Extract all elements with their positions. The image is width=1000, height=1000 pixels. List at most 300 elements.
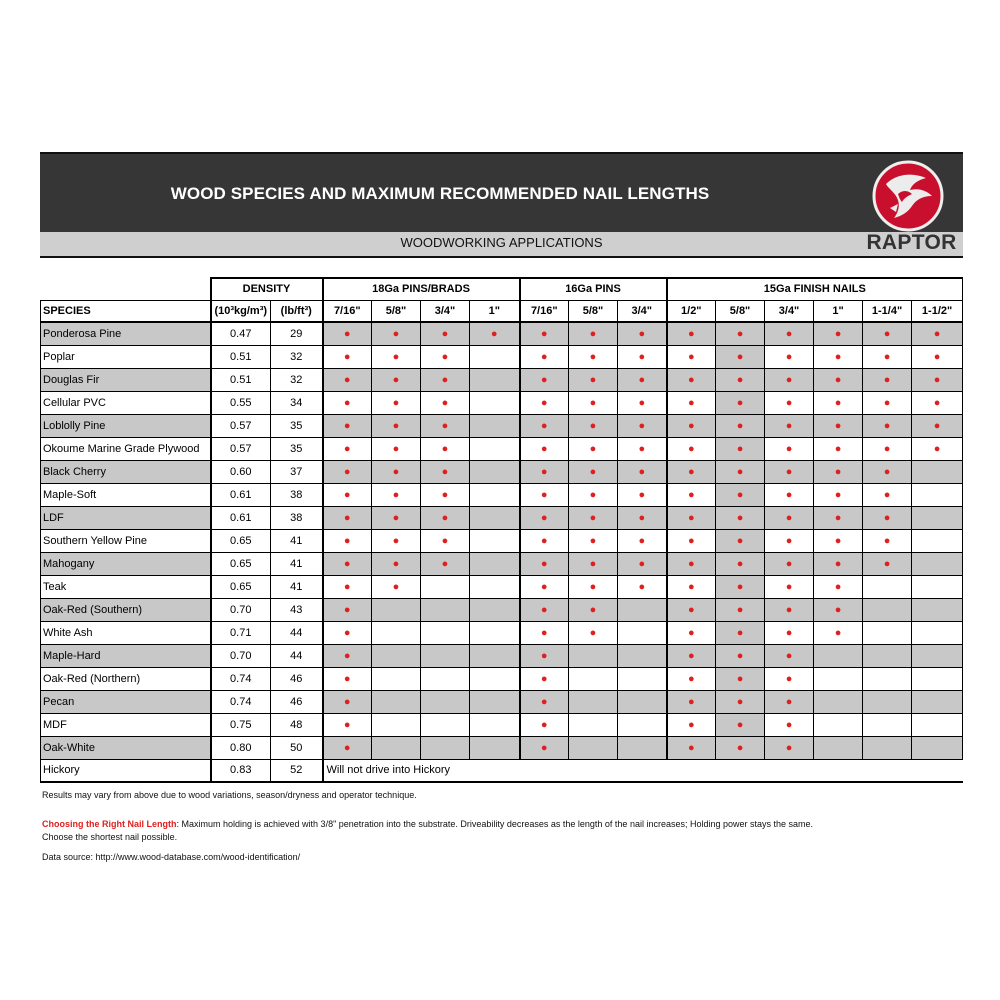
species-name: Ponderosa Pine (41, 322, 211, 345)
empty-cell (470, 460, 520, 483)
compatible-dot: ● (667, 345, 716, 368)
compatible-dot: ● (421, 437, 470, 460)
compatible-dot: ● (323, 736, 372, 759)
data-source-note: Data source: http://www.wood-database.com/wood-identification/ (42, 852, 301, 862)
compatible-dot: ● (667, 690, 716, 713)
empty-cell (863, 667, 912, 690)
empty-cell (863, 598, 912, 621)
density-kgm3: 0.65 (211, 552, 271, 575)
empty-cell (912, 460, 963, 483)
empty-cell (912, 736, 963, 759)
group-header-18ga: 18Ga PINS/BRADS (323, 278, 520, 300)
compatible-dot: ● (520, 690, 569, 713)
empty-cell (863, 644, 912, 667)
empty-cell (863, 621, 912, 644)
compatible-dot: ● (912, 368, 963, 391)
empty-cell (912, 552, 963, 575)
compatible-dot: ● (372, 483, 421, 506)
compatible-dot: ● (716, 391, 765, 414)
compatible-dot: ● (520, 460, 569, 483)
table-row (41, 667, 963, 690)
compatible-dot: ● (863, 460, 912, 483)
compatible-dot: ● (618, 506, 667, 529)
table-row (41, 690, 963, 713)
compatible-dot: ● (863, 322, 912, 345)
compatible-dot: ● (520, 368, 569, 391)
compatible-dot: ● (863, 529, 912, 552)
compatible-dot: ● (765, 644, 814, 667)
density-lbft3: 34 (271, 391, 323, 414)
compatible-dot: ● (323, 322, 372, 345)
header-banner (40, 152, 963, 258)
compatible-dot: ● (372, 322, 421, 345)
compatible-dot: ● (814, 598, 863, 621)
compatible-dot: ● (765, 621, 814, 644)
compatible-dot: ● (372, 391, 421, 414)
empty-cell (912, 529, 963, 552)
density-kgm3: 0.61 (211, 483, 271, 506)
compatible-dot: ● (520, 621, 569, 644)
size-header: 3/4" (421, 300, 470, 322)
empty-cell (470, 506, 520, 529)
size-header: 1" (470, 300, 520, 322)
density-lbft3: 41 (271, 575, 323, 598)
table-row-hickory (41, 759, 963, 782)
empty-cell (470, 437, 520, 460)
compatible-dot: ● (814, 414, 863, 437)
empty-cell (863, 713, 912, 736)
table-row (41, 391, 963, 414)
empty-cell (421, 713, 470, 736)
density-kgm3: 0.74 (211, 667, 271, 690)
compatible-dot: ● (618, 552, 667, 575)
empty-cell (618, 713, 667, 736)
density-kgm3: 0.60 (211, 460, 271, 483)
logo-wordmark: RAPTOR (866, 231, 957, 254)
empty-cell (470, 736, 520, 759)
compatible-dot: ● (372, 460, 421, 483)
size-header: 1" (814, 300, 863, 322)
compatible-dot: ● (716, 437, 765, 460)
table-row (41, 345, 963, 368)
compatible-dot: ● (569, 506, 618, 529)
compatible-dot: ● (765, 460, 814, 483)
compatible-dot: ● (667, 621, 716, 644)
compatible-dot: ● (667, 437, 716, 460)
compatible-dot: ● (814, 529, 863, 552)
compatible-dot: ● (667, 368, 716, 391)
compatible-dot: ● (765, 483, 814, 506)
compatible-dot: ● (863, 506, 912, 529)
compatible-dot: ● (863, 483, 912, 506)
compatible-dot: ● (863, 368, 912, 391)
compatible-dot: ● (618, 460, 667, 483)
compatible-dot: ● (667, 644, 716, 667)
empty-cell (863, 575, 912, 598)
compatible-dot: ● (520, 736, 569, 759)
compatible-dot: ● (863, 414, 912, 437)
empty-cell (569, 667, 618, 690)
compatible-dot: ● (421, 483, 470, 506)
density-lbft3: 50 (271, 736, 323, 759)
compatible-dot: ● (569, 575, 618, 598)
empty-cell (618, 667, 667, 690)
table-row (41, 713, 963, 736)
empty-cell (470, 368, 520, 391)
table-row (41, 437, 963, 460)
compatible-dot: ● (716, 713, 765, 736)
density-kgm3: 0.51 (211, 368, 271, 391)
table-row (41, 736, 963, 759)
compatible-dot: ● (667, 322, 716, 345)
empty-cell (421, 598, 470, 621)
nail-length-tip-continued: Choose the shortest nail possible. (42, 832, 178, 842)
compatible-dot: ● (814, 621, 863, 644)
density-kgm3-header: (10³kg/m³) (211, 300, 271, 322)
compatible-dot: ● (569, 529, 618, 552)
empty-cell (569, 713, 618, 736)
compatible-dot: ● (765, 552, 814, 575)
density-kgm3: 0.65 (211, 529, 271, 552)
density-lbft3: 43 (271, 598, 323, 621)
species-name: MDF (41, 713, 211, 736)
compatible-dot: ● (667, 713, 716, 736)
compatible-dot: ● (814, 483, 863, 506)
compatible-dot: ● (323, 529, 372, 552)
density-kgm3: 0.57 (211, 414, 271, 437)
species-name: Pecan (41, 690, 211, 713)
empty-cell (470, 713, 520, 736)
compatible-dot: ● (470, 322, 520, 345)
size-header: 1-1/2" (912, 300, 963, 322)
size-header: 1-1/4" (863, 300, 912, 322)
empty-cell (912, 713, 963, 736)
compatible-dot: ● (716, 621, 765, 644)
density-kgm3: 0.65 (211, 575, 271, 598)
compatible-dot: ● (520, 483, 569, 506)
size-header: 3/4" (765, 300, 814, 322)
compatible-dot: ● (716, 322, 765, 345)
group-header-row (41, 278, 963, 300)
table-row (41, 621, 963, 644)
species-name: Poplar (41, 345, 211, 368)
compatible-dot: ● (520, 575, 569, 598)
compatible-dot: ● (765, 529, 814, 552)
compatible-dot: ● (323, 644, 372, 667)
density-kgm3: 0.47 (211, 322, 271, 345)
compatible-dot: ● (912, 414, 963, 437)
hickory-note: Will not drive into Hickory (323, 759, 963, 782)
compatible-dot: ● (569, 345, 618, 368)
density-kgm3: 0.70 (211, 644, 271, 667)
density-lbft3: 35 (271, 414, 323, 437)
table-row (41, 529, 963, 552)
compatible-dot: ● (716, 667, 765, 690)
empty-cell (912, 506, 963, 529)
compatible-dot: ● (372, 552, 421, 575)
compatible-dot: ● (667, 667, 716, 690)
compatible-dot: ● (667, 552, 716, 575)
density-kgm3: 0.55 (211, 391, 271, 414)
compatible-dot: ● (765, 575, 814, 598)
density-lbft3: 32 (271, 345, 323, 368)
nail-length-table (40, 277, 963, 783)
compatible-dot: ● (372, 345, 421, 368)
density-lbft3: 37 (271, 460, 323, 483)
compatible-dot: ● (863, 345, 912, 368)
density-kgm3: 0.75 (211, 713, 271, 736)
density-kgm3: 0.80 (211, 736, 271, 759)
species-name: Black Cherry (41, 460, 211, 483)
empty-cell (372, 736, 421, 759)
compatible-dot: ● (716, 575, 765, 598)
compatible-dot: ● (912, 437, 963, 460)
empty-cell (470, 414, 520, 437)
compatible-dot: ● (323, 713, 372, 736)
compatible-dot: ● (716, 598, 765, 621)
compatible-dot: ● (716, 506, 765, 529)
compatible-dot: ● (520, 529, 569, 552)
density-lbft3: 46 (271, 667, 323, 690)
empty-cell (814, 667, 863, 690)
compatible-dot: ● (569, 598, 618, 621)
compatible-dot: ● (569, 483, 618, 506)
compatible-dot: ● (618, 368, 667, 391)
compatible-dot: ● (323, 506, 372, 529)
empty-cell (470, 667, 520, 690)
compatible-dot: ● (814, 506, 863, 529)
compatible-dot: ● (569, 322, 618, 345)
table-row (41, 460, 963, 483)
size-header: 5/8" (716, 300, 765, 322)
page-title: WOOD SPECIES AND MAXIMUM RECOMMENDED NAIL LENGTHS (170, 184, 710, 203)
compatible-dot: ● (667, 575, 716, 598)
compatible-dot: ● (667, 460, 716, 483)
empty-cell (912, 644, 963, 667)
empty-cell (912, 690, 963, 713)
compatible-dot: ● (618, 483, 667, 506)
density-kgm3: 0.61 (211, 506, 271, 529)
compatible-dot: ● (667, 483, 716, 506)
compatible-dot: ● (421, 368, 470, 391)
empty-cell (814, 690, 863, 713)
compatible-dot: ● (716, 529, 765, 552)
compatible-dot: ● (667, 414, 716, 437)
empty-cell (569, 690, 618, 713)
page-subtitle: WOODWORKING APPLICATIONS (400, 235, 603, 250)
empty-cell (421, 621, 470, 644)
table-row (41, 368, 963, 391)
compatible-dot: ● (716, 345, 765, 368)
compatible-dot: ● (372, 506, 421, 529)
compatible-dot: ● (814, 368, 863, 391)
compatible-dot: ● (372, 437, 421, 460)
species-name: Teak (41, 575, 211, 598)
compatible-dot: ● (667, 529, 716, 552)
compatible-dot: ● (814, 552, 863, 575)
compatible-dot: ● (520, 506, 569, 529)
compatible-dot: ● (618, 322, 667, 345)
empty-cell (372, 621, 421, 644)
density-lbft3: 38 (271, 483, 323, 506)
compatible-dot: ● (618, 345, 667, 368)
compatible-dot: ● (765, 414, 814, 437)
compatible-dot: ● (323, 345, 372, 368)
density-lbft3: 35 (271, 437, 323, 460)
empty-cell (470, 552, 520, 575)
empty-cell (618, 621, 667, 644)
compatible-dot: ● (421, 529, 470, 552)
compatible-dot: ● (323, 391, 372, 414)
density-lbft3: 41 (271, 529, 323, 552)
empty-cell (470, 644, 520, 667)
empty-cell (814, 644, 863, 667)
empty-cell (470, 575, 520, 598)
compatible-dot: ● (569, 460, 618, 483)
empty-cell (470, 345, 520, 368)
compatible-dot: ● (323, 598, 372, 621)
compatible-dot: ● (323, 414, 372, 437)
empty-cell (421, 667, 470, 690)
species-name: LDF (41, 506, 211, 529)
compatible-dot: ● (323, 575, 372, 598)
species-name: Okoume Marine Grade Plywood (41, 437, 211, 460)
empty-cell (372, 713, 421, 736)
compatible-dot: ● (814, 437, 863, 460)
empty-cell (618, 690, 667, 713)
tip-text: : Maximum holding is achieved with 3/8" penetration into the substrate. Driveability decreases as the length of the nail increases; Holding power stays the same. (176, 819, 814, 829)
table-row (41, 644, 963, 667)
compatible-dot: ● (569, 437, 618, 460)
compatible-dot: ● (716, 644, 765, 667)
empty-cell (470, 621, 520, 644)
empty-cell (470, 598, 520, 621)
compatible-dot: ● (618, 575, 667, 598)
size-header: 7/16" (520, 300, 569, 322)
density-kgm3: 0.74 (211, 690, 271, 713)
species-name: Southern Yellow Pine (41, 529, 211, 552)
header-title-bar (40, 152, 963, 232)
empty-cell (814, 713, 863, 736)
compatible-dot: ● (716, 460, 765, 483)
table-row (41, 506, 963, 529)
species-name: Cellular PVC (41, 391, 211, 414)
compatible-dot: ● (569, 414, 618, 437)
disclaimer-note: Results may vary from above due to wood variations, season/dryness and operator technique. (42, 790, 417, 800)
species-name: White Ash (41, 621, 211, 644)
species-name: Maple-Hard (41, 644, 211, 667)
compatible-dot: ● (569, 621, 618, 644)
density-kgm3: 0.83 (211, 759, 271, 782)
table-row (41, 414, 963, 437)
group-header-15ga: 15Ga FINISH NAILS (667, 278, 963, 300)
compatible-dot: ● (569, 552, 618, 575)
empty-cell (372, 644, 421, 667)
compatible-dot: ● (618, 414, 667, 437)
compatible-dot: ● (667, 736, 716, 759)
empty-cell (912, 667, 963, 690)
compatible-dot: ● (421, 506, 470, 529)
density-group-header: DENSITY (211, 278, 323, 300)
compatible-dot: ● (520, 552, 569, 575)
table-row (41, 575, 963, 598)
compatible-dot: ● (520, 322, 569, 345)
compatible-dot: ● (765, 690, 814, 713)
compatible-dot: ● (765, 391, 814, 414)
compatible-dot: ● (765, 736, 814, 759)
compatible-dot: ● (323, 483, 372, 506)
compatible-dot: ● (421, 322, 470, 345)
compatible-dot: ● (520, 391, 569, 414)
raptor-logo-icon (872, 160, 944, 232)
compatible-dot: ● (569, 391, 618, 414)
compatible-dot: ● (372, 529, 421, 552)
compatible-dot: ● (323, 667, 372, 690)
compatible-dot: ● (814, 460, 863, 483)
density-lbft3-header: (lb/ft³) (271, 300, 323, 322)
compatible-dot: ● (323, 552, 372, 575)
compatible-dot: ● (569, 368, 618, 391)
density-kgm3: 0.71 (211, 621, 271, 644)
density-kgm3: 0.70 (211, 598, 271, 621)
compatible-dot: ● (765, 345, 814, 368)
blank-header-cell (41, 278, 211, 300)
compatible-dot: ● (814, 345, 863, 368)
compatible-dot: ● (765, 506, 814, 529)
compatible-dot: ● (372, 368, 421, 391)
compatible-dot: ● (863, 437, 912, 460)
empty-cell (863, 736, 912, 759)
compatible-dot: ● (618, 437, 667, 460)
empty-cell (470, 529, 520, 552)
species-name: Loblolly Pine (41, 414, 211, 437)
table-row (41, 483, 963, 506)
header-subtitle-bar (40, 232, 963, 258)
nail-length-tip (42, 819, 813, 829)
compatible-dot: ● (618, 391, 667, 414)
table-row (41, 322, 963, 345)
empty-cell (470, 690, 520, 713)
density-lbft3: 44 (271, 644, 323, 667)
compatible-dot: ● (765, 598, 814, 621)
compatible-dot: ● (765, 437, 814, 460)
density-lbft3: 32 (271, 368, 323, 391)
empty-cell (912, 598, 963, 621)
species-name: Douglas Fir (41, 368, 211, 391)
compatible-dot: ● (863, 391, 912, 414)
empty-cell (618, 644, 667, 667)
compatible-dot: ● (323, 460, 372, 483)
compatible-dot: ● (323, 621, 372, 644)
species-name: Hickory (41, 759, 211, 782)
species-name: Oak-Red (Northern) (41, 667, 211, 690)
compatible-dot: ● (912, 391, 963, 414)
species-name: Mahogany (41, 552, 211, 575)
compatible-dot: ● (667, 506, 716, 529)
density-lbft3: 52 (271, 759, 323, 782)
compatible-dot: ● (421, 552, 470, 575)
density-lbft3: 41 (271, 552, 323, 575)
compatible-dot: ● (765, 368, 814, 391)
density-lbft3: 29 (271, 322, 323, 345)
size-header: 5/8" (569, 300, 618, 322)
compatible-dot: ● (716, 414, 765, 437)
empty-cell (470, 483, 520, 506)
empty-cell (421, 690, 470, 713)
empty-cell (421, 736, 470, 759)
empty-cell (814, 736, 863, 759)
species-name: Maple-Soft (41, 483, 211, 506)
